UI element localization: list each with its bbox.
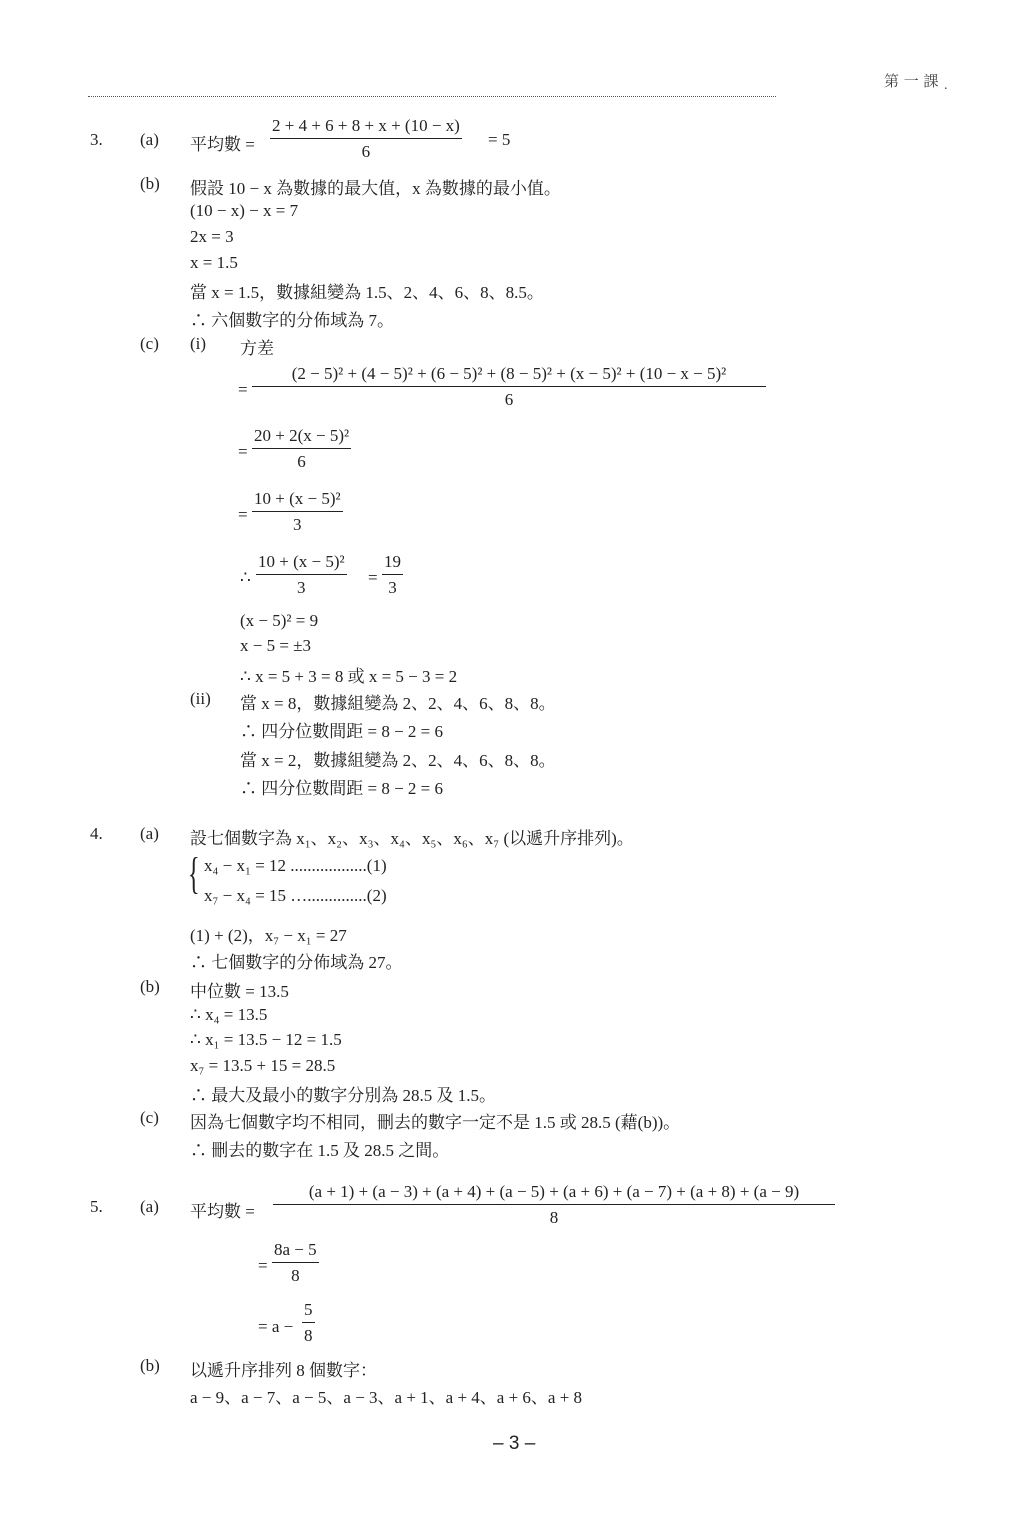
q5a-mean-prefix: 平均數 = — [190, 1202, 255, 1221]
q3c-f1-denominator: 6 — [504, 390, 514, 409]
q3c-f4-eq: = — [368, 568, 378, 587]
q4b-line: ∴ 最大及最小的數字分別為 28.5 及 1.5。 — [190, 1086, 496, 1105]
q4c-label: (c) — [140, 1108, 159, 1127]
q4b-line: ∴ x₄ = 13.5 — [190, 1005, 268, 1024]
q3a-label: (a) — [140, 130, 159, 149]
q3c-line: x − 5 = ±3 — [240, 636, 312, 655]
q4a-brace: { — [188, 849, 200, 898]
q3c-f4-right — [382, 552, 403, 598]
q5a-f3-denominator: 8 — [304, 1326, 313, 1345]
q3-number: 3. — [90, 130, 103, 149]
q4a-line: (1) + (2)，x₇ − x₁ = 27 — [190, 926, 347, 945]
header-divider — [88, 96, 776, 97]
q3c-f2-eq: = — [238, 442, 248, 461]
q3c-f4-numerator: 10 + (x − 5)² — [256, 552, 347, 575]
q4a-label: (a) — [140, 824, 159, 843]
q4-number: 4. — [90, 824, 103, 843]
q3c-f2 — [252, 426, 351, 472]
q4b-line: 中位數 = 13.5 — [190, 982, 289, 1001]
q3c-i-label: (i) — [190, 334, 207, 353]
q3c-ii-label: (ii) — [190, 689, 211, 708]
q3a-fraction — [270, 116, 462, 162]
q5b-line: a − 9、a − 7、a − 5、a − 3、a + 1、a + 4、a + 6、a + 8 — [190, 1388, 583, 1407]
q4c-line: ∴ 刪去的數字在 1.5 及 28.5 之間。 — [190, 1141, 450, 1160]
q5a-f3-numerator: 5 — [302, 1300, 315, 1323]
q3a-mean-prefix: 平均數 = — [190, 135, 255, 154]
q5a-f2 — [272, 1240, 319, 1286]
q3b-line: 2x = 3 — [190, 227, 234, 246]
q3b-line: x = 1.5 — [190, 253, 238, 272]
q3b-line: 假設 10 − x 為數據的最大值，x 為數據的最小值。 — [190, 179, 561, 198]
q3c-ii-line: 當 x = 8，數據組變為 2、2、4、6、8、8。 — [240, 694, 556, 713]
q5a-f1-denominator: 8 — [549, 1208, 559, 1227]
q3c-f1-eq: = — [238, 380, 248, 399]
q3c-line: ∴ x = 5 + 3 = 8 或 x = 5 − 3 = 2 — [240, 667, 458, 686]
q5a-f1-numerator: (a + 1) + (a − 3) + (a + 4) + (a − 5) + (a + 6) + (a − 7) + (a + 8) + (a − 9) — [273, 1182, 835, 1205]
q3c-line: (x − 5)² = 9 — [240, 611, 319, 630]
q5a-f1 — [273, 1182, 835, 1228]
q5a-f2-denominator: 8 — [291, 1266, 300, 1285]
q3c-f1-numerator: (2 − 5)² + (4 − 5)² + (6 − 5)² + (8 − 5)² + (x − 5)² + (10 − x − 5)² — [252, 364, 766, 387]
q3b-line: (10 − x) − x = 7 — [190, 201, 299, 220]
header-dot: . — [944, 78, 948, 93]
q5a-f2-numerator: 8a − 5 — [272, 1240, 319, 1263]
q3c-f4-denominator2: 3 — [388, 578, 397, 597]
q3c-f4-left — [256, 552, 347, 598]
q4b-label: (b) — [140, 977, 160, 996]
lesson-header: 第 一 課 — [884, 72, 939, 90]
q3b-label: (b) — [140, 174, 160, 193]
q5-number: 5. — [90, 1197, 103, 1216]
q4b-line: x₇ = 13.5 + 15 = 28.5 — [190, 1056, 336, 1075]
q3c-f3-eq: = — [238, 505, 248, 524]
q5a-f3 — [302, 1300, 315, 1346]
page-number: – 3 – — [493, 1433, 536, 1454]
q3c-f4-numerator2: 19 — [382, 552, 403, 575]
q3c-f4-denominator: 3 — [297, 578, 306, 597]
q3c-label: (c) — [140, 334, 159, 353]
q5b-line: 以遞升序排列 8 個數字： — [190, 1361, 377, 1380]
q3b-line: 當 x = 1.5，數據組變為 1.5、2、4、6、8、8.5。 — [190, 283, 544, 302]
q5a-f2-eq: = — [258, 1256, 268, 1275]
q3c-ii-line: ∴ 四分位數間距 = 8 − 2 = 6 — [240, 779, 444, 798]
q3c-f1 — [252, 364, 766, 410]
q4b-line: ∴ x₁ = 13.5 − 12 = 1.5 — [190, 1030, 342, 1049]
q3a-denominator: 6 — [361, 142, 371, 161]
q3c-variance-label: 方差 — [240, 339, 274, 358]
q5b-label: (b) — [140, 1356, 160, 1375]
q3c-ii-line: 當 x = 2，數據組變為 2、2、4、6、8、8。 — [240, 751, 556, 770]
q4a-eq1: x₄ − x₁ = 12 ..................(1) — [204, 856, 387, 875]
q3c-f4-therefore: ∴ — [240, 568, 251, 587]
q3c-f3 — [252, 489, 343, 535]
q4a-intro: 設七個數字為 x₁、x₂、x₃、x₄、x₅、x₆、x₇ (以遞升序排列)。 — [190, 829, 634, 848]
q3b-line: ∴ 六個數字的分佈域為 7。 — [190, 311, 394, 330]
q3a-result: = 5 — [488, 130, 511, 149]
q3c-ii-line: ∴ 四分位數間距 = 8 − 2 = 6 — [240, 722, 444, 741]
q4c-line: 因為七個數字均不相同，刪去的數字一定不是 1.5 或 28.5 (藉(b))。 — [190, 1113, 681, 1132]
q5a-f3-eq: = a − — [258, 1317, 294, 1336]
q3a-numerator: 2 + 4 + 6 + 8 + x + (10 − x) — [270, 116, 462, 139]
q5a-label: (a) — [140, 1197, 159, 1216]
q4a-eq2: x₇ − x₄ = 15 …..............(2) — [204, 886, 387, 905]
q3c-f2-denominator: 6 — [297, 452, 306, 471]
q4a-line: ∴ 七個數字的分佈域為 27。 — [190, 953, 403, 972]
q3c-f3-denominator: 3 — [293, 515, 302, 534]
q3c-f2-numerator: 20 + 2(x − 5)² — [252, 426, 351, 449]
q3c-f3-numerator: 10 + (x − 5)² — [252, 489, 343, 512]
